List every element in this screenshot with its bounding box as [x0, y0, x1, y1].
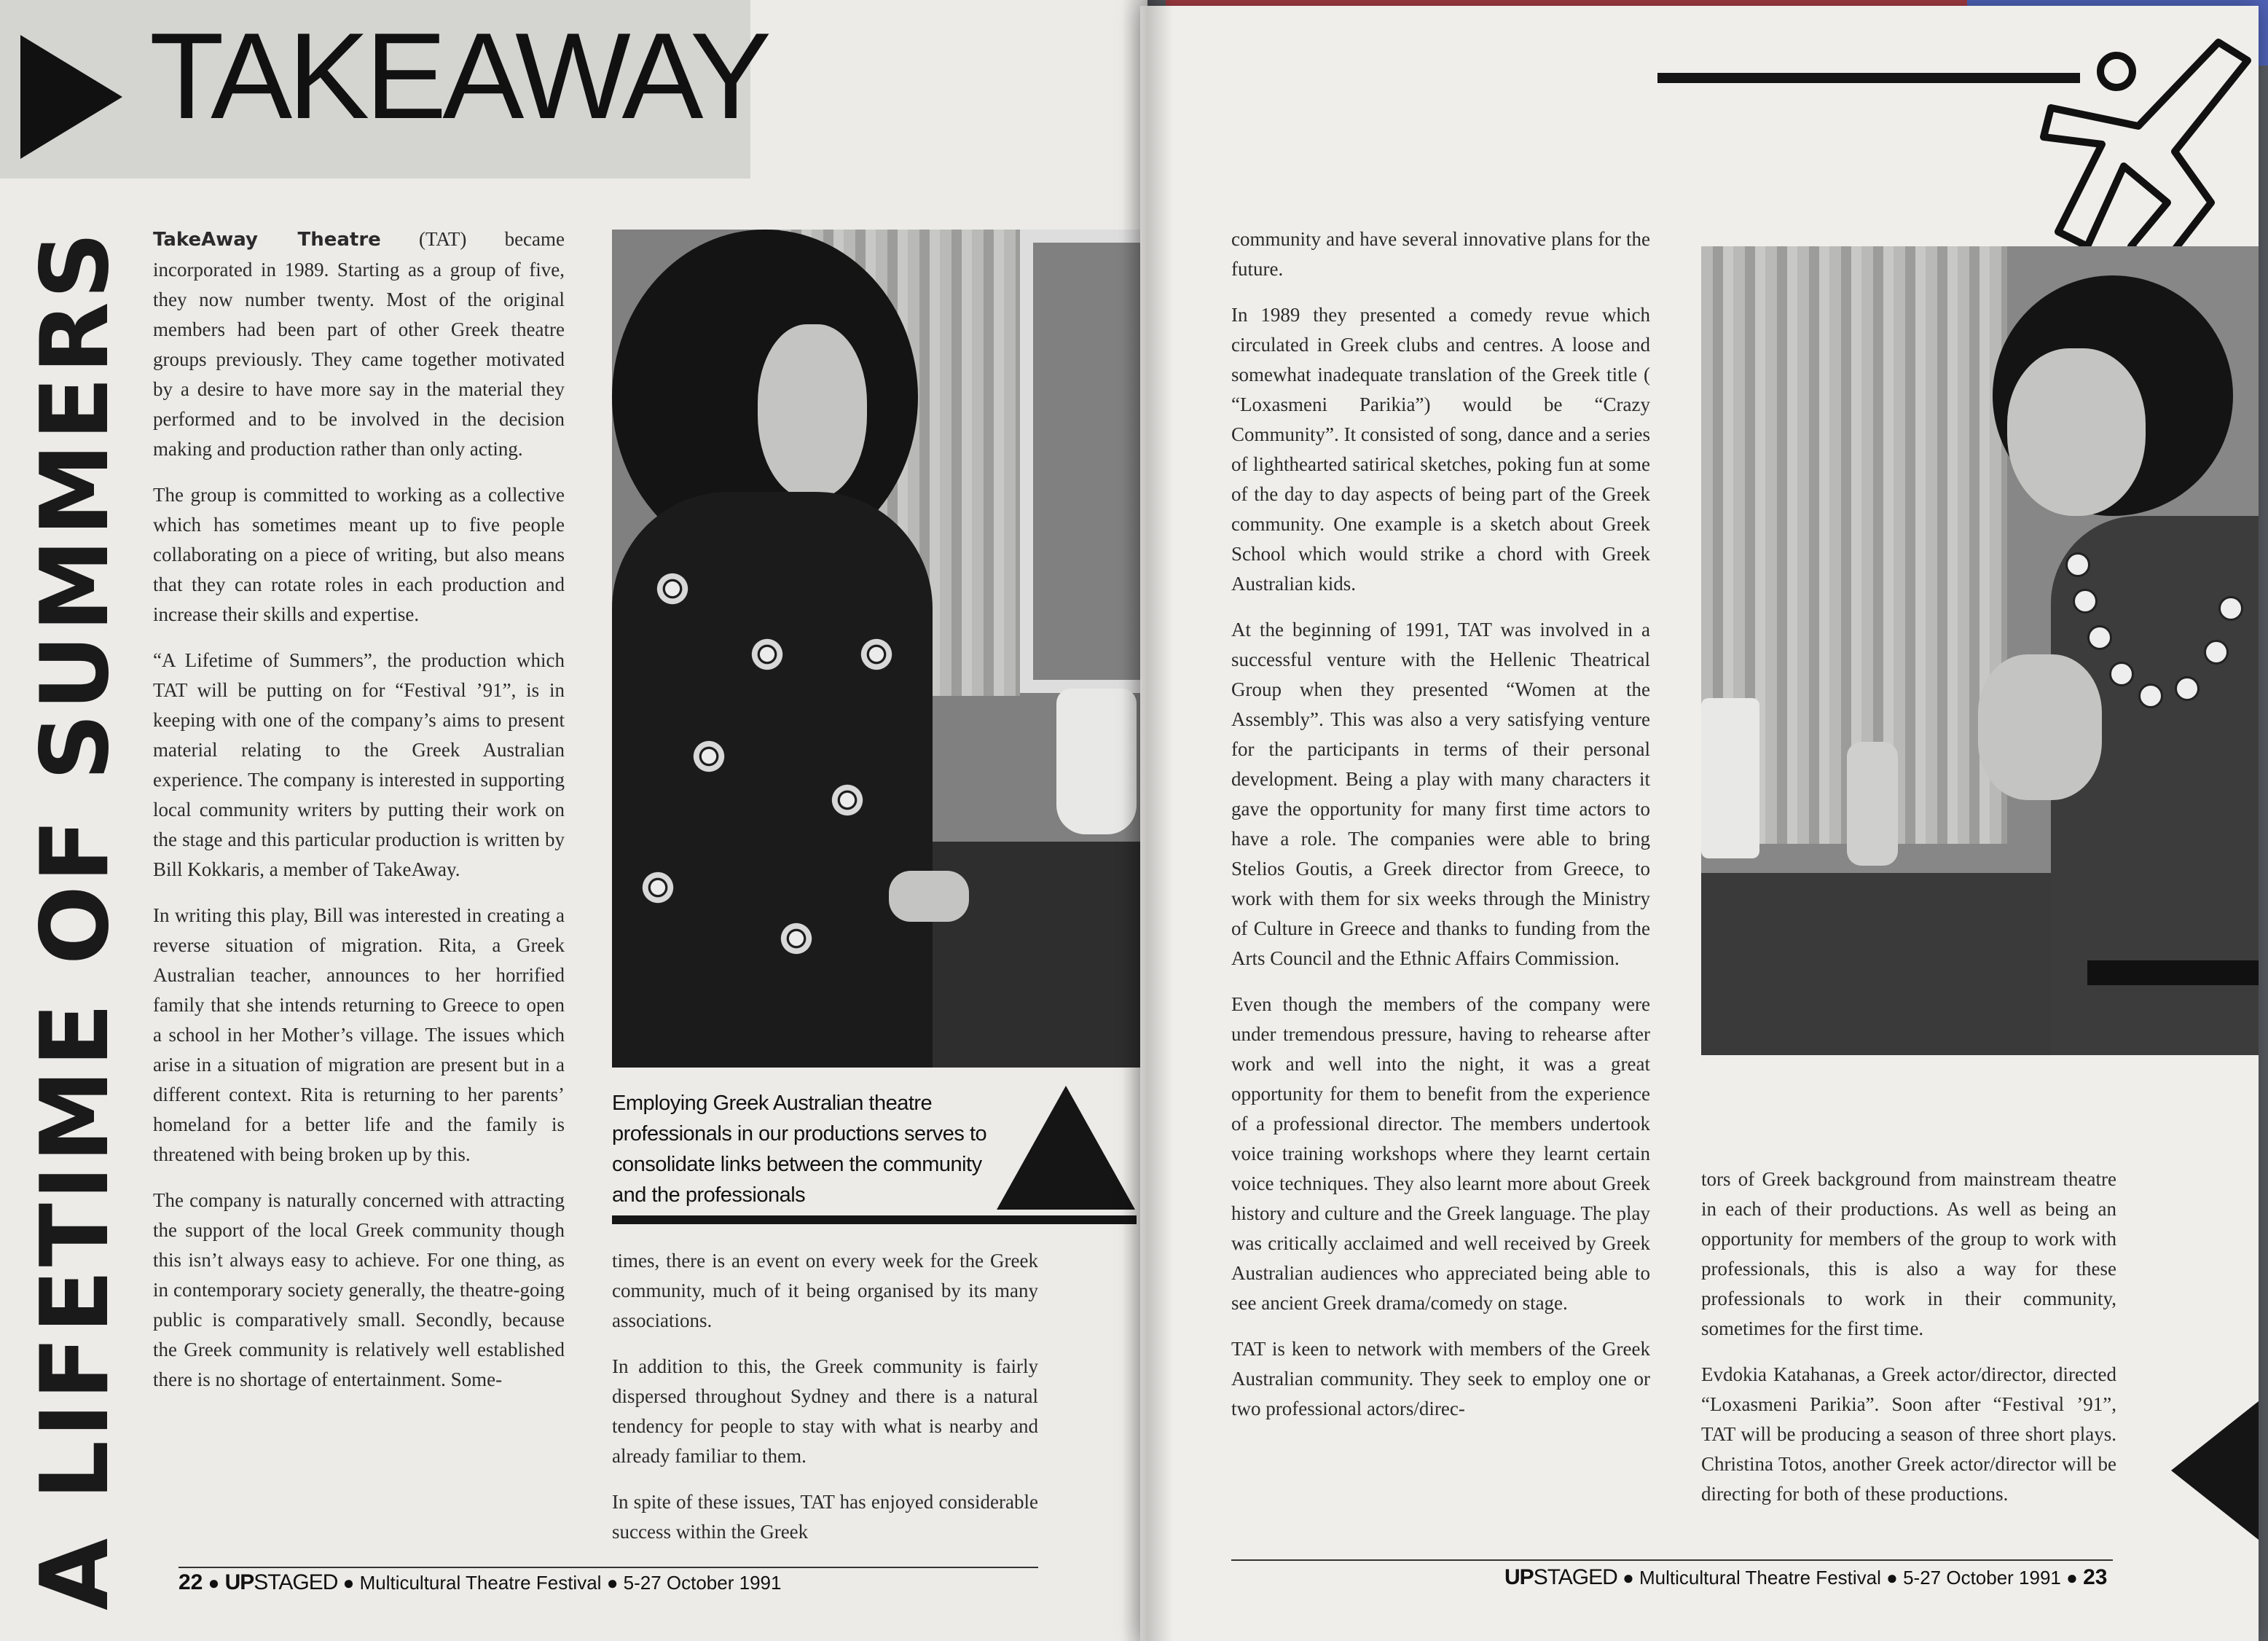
publication-brand: UPSTAGED	[1504, 1565, 1617, 1589]
right-page	[1140, 6, 2259, 1641]
pull-quote-caption: Employing Greek Australian theatre professionals in our productions serves to consolidate links between the community and the professionals	[612, 1092, 987, 1207]
photo-floral-motif	[780, 922, 813, 955]
publication-brand: UPSTAGED	[224, 1570, 338, 1594]
photo-actor-left	[612, 230, 1140, 1068]
footer-rule	[1231, 1559, 2113, 1561]
photo-floral-motif	[692, 740, 726, 773]
photo-floral-motif	[750, 638, 784, 671]
right-column-2	[1701, 1164, 2116, 1525]
footer-bullet: ●	[606, 1572, 619, 1594]
middle-column	[612, 1246, 1038, 1563]
photo-bead	[2109, 662, 2134, 686]
photo-bead	[2087, 625, 2112, 650]
festival-dates: 5-27 October 1991	[623, 1572, 782, 1594]
photo-bead	[2218, 596, 2243, 621]
paragraph: Evdokia Katahanas, a Greek actor/director, directed “Loxasmeni Parikia”. Soon after “Festival ’91”, TAT will be producing a season of three short plays. Christina Totos, another Greek actor/director will be directing for both of these productions.	[1701, 1363, 2116, 1505]
play-arrow-icon	[20, 35, 122, 159]
footer-bullet: ●	[2066, 1567, 2078, 1589]
paragraph: In spite of these issues, TAT has enjoyed considerable success within the Greek	[612, 1491, 1038, 1543]
paragraph: TAT is keen to network with members of the Greek Australian community. They seek to employ one or two professional actors/direc-	[1231, 1338, 1650, 1419]
photo-floral-motif	[831, 783, 864, 817]
festival-name: Multicultural Theatre Festival	[359, 1572, 602, 1594]
festival-dates: 5-27 October 1991	[1903, 1567, 2061, 1589]
article-title-vertical: A LIFETIME OF SUMMERS	[21, 229, 130, 1610]
footer-bullet: ●	[342, 1572, 355, 1594]
photo-bead	[2138, 684, 2163, 708]
photo-floral-motif	[656, 572, 689, 606]
paragraph: The company is naturally concerned with attracting the support of the local Greek community though this isn’t always easy to achieve. For one thing, as in contemporary society generally, the theatre-going public is comparatively small. Secondly, because the Greek community is relatively well established there is no shortage of entertainment. Some-	[153, 1189, 565, 1390]
paragraph: times, there is an event on every week for the Greek community, much of it being organised by its many associations.	[612, 1250, 1038, 1331]
paragraph: At the beginning of 1991, TAT was involved in a successful venture with the Hellenic Theatrical Group when they presented “Women at the Assembly”. This was also a very satisfying venture for the participants in terms of their personal development. Being a play with many characters it gave the opportunity for many first time actors to have a role. The companies were able to bring Stelios Goutis, a Greek director from Greece, to work with them for six weeks through the Ministry of Culture in Greece and thanks to funding from the Arts Council and the Ethnic Affairs Commission.	[1231, 619, 1650, 969]
footer-bullet: ●	[1886, 1567, 1898, 1589]
footer-bullet: ●	[208, 1572, 220, 1594]
page-number: 23	[2083, 1565, 2108, 1589]
paragraph: “A Lifetime of Summers”, the production which TAT will be putting on for “Festival ’91”, is in keeping with one of the company’s aims to present material relating to the Greek Australian experience. The company is interested in supporting local community writers by putting their work on the stage and this particular production is written by Bill Kokkaris, a member of TakeAway.	[153, 649, 565, 880]
play-arrow-left-icon	[2171, 1401, 2259, 1540]
photo-bead	[2204, 640, 2229, 665]
paragraph: In writing this play, Bill was interested in creating a reverse situation of migration. Rita, a Greek Australian teacher, announces to her horrified family that she intends returning to Greece to open a school in her Mother’s village. The issues which arise in a situation of migration are present but in a different context. Rita is returning to her parents’ homeland for a better life and the family is threatened with being broken up by this.	[153, 904, 565, 1165]
book-gutter	[1122, 0, 1173, 1641]
header-rule	[1657, 73, 2080, 83]
paragraph	[153, 224, 565, 464]
photo-hand	[1978, 654, 2102, 800]
photo-face	[758, 324, 867, 499]
paragraph-text: (TAT) became incorporated in 1989. Starting as a group of five, they now number twenty. Most of the original members had been part of other Greek theatre groups previously. They came together motivated by a desire to have more say in the material they performed and to be involved in the decision making and production rather than only acting.	[153, 228, 565, 460]
photo-hands	[889, 871, 969, 922]
paragraph: The group is committed to working as a collective which has sometimes meant up to five people collaborating on a piece of writing, but also means that they can rotate roles in each production and increase their skills and expertise.	[153, 484, 565, 625]
page-number: 22	[178, 1570, 203, 1594]
right-column-1	[1231, 224, 1650, 1440]
photo-jug	[1701, 698, 1759, 858]
lead-company-name: TakeAway Theatre	[153, 229, 381, 251]
section-title: TAKEAWAY	[149, 7, 768, 144]
paragraph: Even though the members of the company were under tremendous pressure, having to rehearse after work and well into the night, it was a great opportunity for them to benefit from the experience of a professional director. The members undertook voice training workshops where they learnt certain voice techniques. They also learnt more about Greek history and culture and the Greek language. The play was critically acclaimed and well received by Greek Australian audiences who appreciated being able to see ancient Greek drama/comedy on stage.	[1231, 993, 1650, 1314]
left-column	[153, 224, 565, 1411]
photo-bead	[2065, 552, 2090, 577]
footer-left	[178, 1570, 781, 1595]
photo-belt	[2087, 960, 2259, 985]
footer-right	[1504, 1565, 2107, 1590]
triangle-decoration-icon	[997, 1086, 1135, 1210]
paragraph: tors of Greek background from mainstream theatre in each of their productions. As well as being an opportunity for members of the group to work with professionals, this is also a way for these professionals to work in their community, sometimes for the first time.	[1701, 1168, 2116, 1339]
photo-floral-motif	[641, 871, 675, 904]
photo-bead	[2073, 589, 2098, 614]
photo-bottle	[1847, 742, 1898, 866]
paragraph: community and have several innovative plans for the future.	[1231, 228, 1650, 280]
photo-face	[2007, 348, 2146, 516]
festival-name: Multicultural Theatre Festival	[1639, 1567, 1881, 1589]
photo-floral-motif	[860, 638, 893, 671]
footer-bullet: ●	[1622, 1567, 1634, 1589]
paragraph: In addition to this, the Greek community is fairly dispersed throughout Sydney and there is a natural tendency for people to stay with what is nearby and already familiar to them.	[612, 1355, 1038, 1467]
footer-rule	[178, 1567, 1038, 1568]
caption-rule	[612, 1215, 1137, 1224]
photo-bead	[2175, 676, 2200, 701]
paragraph: In 1989 they presented a comedy revue which circulated in Greek clubs and centres. A loose and somewhat inadequate translation of the Greek title ( “Loxasmeni Parikia”) would be “Crazy Community”. It consisted of song, dance and a series of lighthearted satirical sketches, poking fun at some of the day to day aspects of being part of the Greek community. One example is a sketch about Greek School which would strike a chord with Greek Australian kids.	[1231, 304, 1650, 595]
photo-actor-right	[1701, 246, 2259, 1055]
